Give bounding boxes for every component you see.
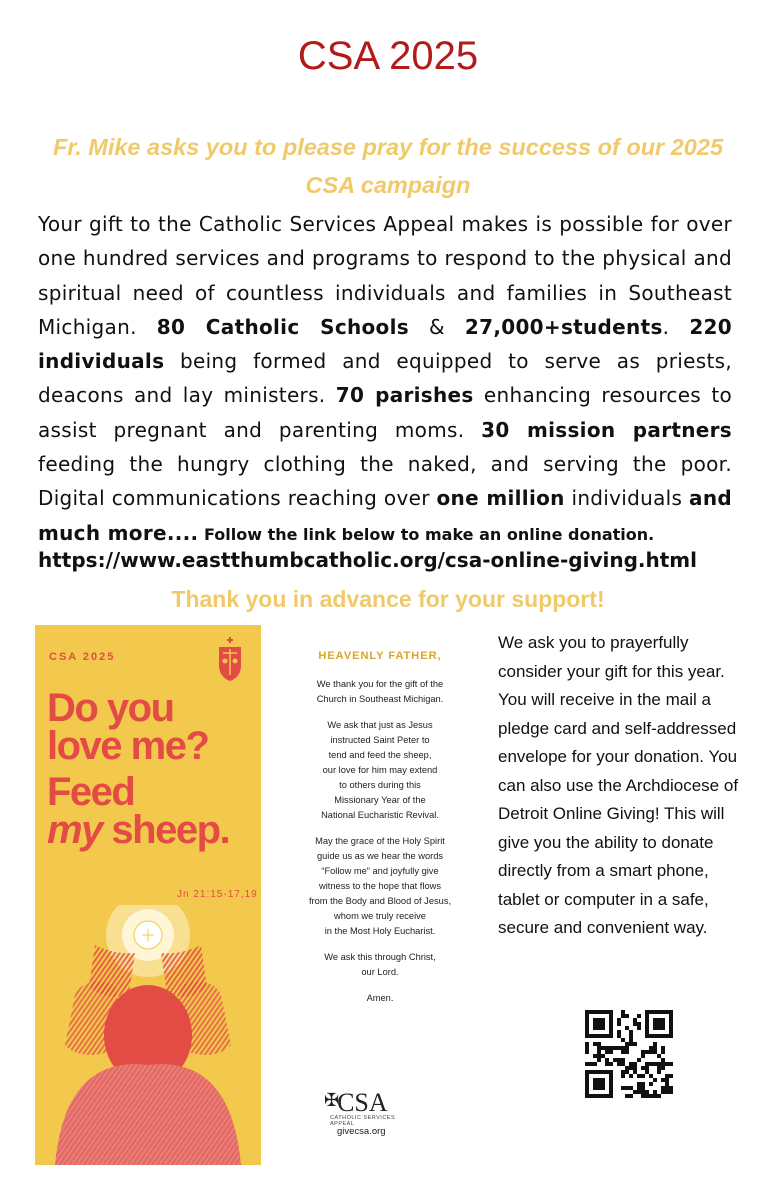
- donation-instruction: Follow the link below to make an online donation.: [198, 524, 655, 544]
- page-title: CSA 2025: [297, 34, 479, 78]
- csa-logo-text: CSA: [337, 1088, 388, 1117]
- cross-icon: ✠: [324, 1090, 340, 1110]
- poster-line-1: Do you: [47, 686, 174, 730]
- prayer-paragraph: We ask this through Christ, our Lord.: [324, 952, 436, 977]
- poster-headline: [47, 686, 257, 852]
- appeal-description: [38, 207, 732, 552]
- qr-code[interactable]: [585, 1010, 673, 1098]
- prayer-card: [275, 650, 485, 1017]
- stat-one-million: one million: [436, 486, 565, 511]
- stat-mission-partners: 30 mission partners: [481, 417, 732, 442]
- csa-logo-mark: [324, 1088, 388, 1118]
- prayer-heading: HEAVENLY FATHER,: [318, 650, 442, 662]
- subtitle: Fr. Mike asks you to please pray for the success of our 2025 CSA campaign: [52, 134, 724, 198]
- csa-poster: [35, 625, 261, 1165]
- eucharist-illustration: [35, 905, 261, 1165]
- poster-line-3: Feed: [47, 770, 135, 814]
- body-text-3: .: [662, 314, 690, 339]
- prayer-amen: Amen.: [366, 993, 394, 1003]
- poster-word-sheep: sheep.: [101, 808, 230, 852]
- csa-logo-url[interactable]: givecsa.org: [337, 1126, 386, 1137]
- stat-parishes: 70 parishes: [335, 383, 474, 408]
- body-text-2: &: [408, 314, 465, 339]
- poster-line-2: love me?: [47, 724, 209, 768]
- prayer-paragraph: May the grace of the Holy Spirit guide us as we hear the words “Follow me” and joyfully give witness to the hope that flows from the Body and Blood of Jesus, whom we truly receive in the Most Holy Eucharist.: [308, 836, 452, 936]
- stat-students: 27,000+students: [464, 314, 663, 339]
- body-text-1: Your gift to the Catholic Services Appeal makes is possible for over one hundred services and programs to respond to the physical and spiritual need of countless individuals and families in Southeast Michigan.: [38, 212, 732, 339]
- stat-individuals: 220 individuals: [38, 314, 732, 374]
- body-text-4: being formed and equipped to serve as priests, deacons and lay ministers.: [38, 349, 732, 408]
- body-text-6: feeding the hungry clothing the naked, and serving the poor. Digital communications reaching over: [38, 452, 732, 511]
- csa-logo-tagline: CATHOLIC SERVICES APPEAL: [330, 1115, 396, 1127]
- poster-line-4: [47, 808, 257, 852]
- prayer-paragraph: We ask that just as Jesus instructed Saint Peter to tend and feed the sheep, our love for him may extend to others during this Missionary Year of the National Eucharistic Revival.: [321, 720, 439, 820]
- stat-schools: 80 Catholic Schools: [156, 314, 409, 339]
- poster-citation: Jn 21:15-17,19: [177, 889, 258, 900]
- giving-instructions: We ask you to prayerfully consider your gift for this year. You will receive in the mail a pledge card and self-addressed envelope for your donation. You can also use the Archdiocese of Detroit Online Giving! This will give you the ability to donate directly from a smart phone, tablet or computer in a safe, secure and convenient way.: [498, 633, 739, 937]
- csa-logo: [322, 1088, 412, 1138]
- poster-label: CSA 2025: [49, 651, 116, 663]
- thank-you-note: Thank you in advance for your support!: [171, 586, 605, 612]
- much-more: and much more....: [38, 486, 732, 545]
- crest-icon: [213, 635, 247, 683]
- donation-link[interactable]: https://www.eastthumbcatholic.org/csa-online-giving.html: [38, 548, 697, 572]
- body-text-5: enhancing resources to assist pregnant and parenting moms.: [38, 383, 732, 442]
- prayer-paragraph: We thank you for the gift of the Church in Southeast Michigan.: [316, 679, 444, 704]
- body-text-7: individuals: [564, 486, 690, 511]
- poster-word-my: my: [47, 808, 102, 852]
